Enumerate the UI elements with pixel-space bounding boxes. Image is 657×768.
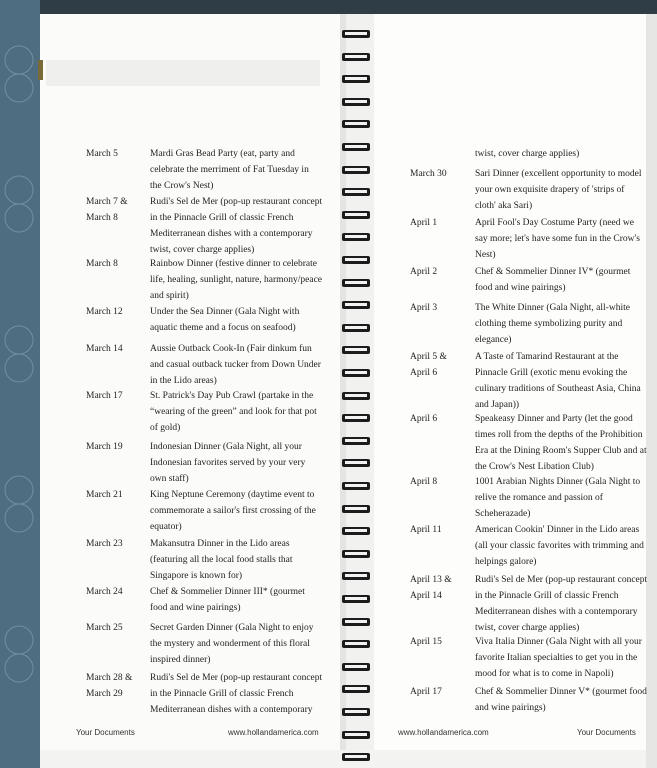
binding-ring <box>342 731 370 739</box>
entry-date: April 17 <box>410 687 442 697</box>
binding-ring <box>342 211 370 219</box>
entry-description-line: favorite Italian specialties to get you in the <box>475 653 638 663</box>
entry-description-line: twist, cover charge applies) <box>150 245 255 255</box>
entry-description-line: aquatic theme and a focus on seafood) <box>150 323 296 333</box>
binding-ring <box>342 233 370 241</box>
entry-description-line: Chef & Sommelier Dinner V* (gourmet food <box>475 687 647 697</box>
entry-date: March 19 <box>86 442 123 452</box>
binding-ring <box>342 708 370 716</box>
entry-description-line: (featuring all the local food stalls that <box>150 555 293 565</box>
entry-description-line: Indonesian Dinner (Gala Night, all your <box>150 442 302 452</box>
binding-ring <box>342 392 370 400</box>
binding-ring <box>342 414 370 422</box>
entry-description-line: Era at the Dining Room's Supper Club and at <box>475 446 647 456</box>
entry-description-line: Makansutra Dinner in the Lido areas <box>150 539 290 549</box>
entry-description-line: (all your classic favorites with trimming and <box>475 541 644 551</box>
entry-description-line: Mardi Gras Bead Party (eat, party and <box>150 149 295 159</box>
entry-date: April 3 <box>410 303 438 313</box>
entry-description-line: and casual outback tucker from Down Under <box>150 360 321 370</box>
entry-date: March 25 <box>86 623 123 633</box>
binding-ring <box>342 279 370 287</box>
footer-your-documents-right: Your Documents <box>577 728 636 737</box>
entry-description-line: the Crow's Nest Libation Club) <box>475 462 594 472</box>
entry-description-line: Rainbow Dinner (festive dinner to celebrate <box>150 259 317 269</box>
entry-date: April 13 & <box>410 575 452 585</box>
entry-description-line: Rudi's Sel de Mer (pop-up restaurant concept <box>150 673 323 683</box>
entry-description-line: A Taste of Tamarind Restaurant at the <box>475 352 619 362</box>
entry-description-line: say more; let's have some fun in the Crow's <box>475 234 640 244</box>
entry-description-line: American Cookin' Dinner in the Lido areas <box>475 525 640 535</box>
entry-description-line: celebrate the merriment of Fat Tuesday in <box>150 165 309 175</box>
binding-ring <box>342 369 370 377</box>
entry-description-line: Chef & Sommelier Dinner IV* (gourmet <box>475 267 631 277</box>
binding-ring <box>342 482 370 490</box>
entry-date: March 5 <box>86 149 118 159</box>
entry-date: April 14 <box>410 591 442 601</box>
entry-description-line: commemorate a sailor's first crossing of the <box>150 506 316 516</box>
binding-ring <box>342 572 370 580</box>
entry-description-line: and spirit) <box>150 291 189 301</box>
binding-ring <box>342 324 370 332</box>
entry-description-line: Indonesian favorites served by your very <box>150 458 306 468</box>
binding-ring <box>342 685 370 693</box>
binding-ring <box>342 346 370 354</box>
entry-description-line: equator) <box>150 522 182 532</box>
entry-description-line: Mediterranean dishes with a contemporary <box>150 705 313 715</box>
entry-description-line: Rudi's Sel de Mer (pop-up restaurant concept <box>150 197 323 207</box>
entry-description-line: and wine pairings) <box>475 703 546 713</box>
entry-description-line: inspired dinner) <box>150 655 211 665</box>
entry-description-line: life, healing, sunlight, nature, harmony/peace <box>150 275 322 285</box>
binding-ring <box>342 75 370 83</box>
entry-date: March 17 <box>86 391 123 401</box>
binding-ring <box>342 30 370 38</box>
entry-description-line: Mediterranean dishes with a contemporary <box>475 607 638 617</box>
binding-ring <box>342 98 370 106</box>
entry-date: March 23 <box>86 539 123 549</box>
entry-description-line: Singapore is known for) <box>150 571 243 581</box>
entry-description-line: Nest) <box>475 250 496 260</box>
entry-description-line: in the Pinnacle Grill of classic French <box>150 689 294 699</box>
entry-description-line: 1001 Arabian Nights Dinner (Gala Night to <box>475 477 641 487</box>
entry-description-line: relive the romance and passion of <box>475 493 603 503</box>
entry-description-line: Pinnacle Grill (exotic menu evoking the <box>475 368 628 378</box>
footer-your-documents-left: Your Documents <box>76 728 135 737</box>
binding-ring <box>342 753 370 761</box>
entry-date: March 24 <box>86 587 123 597</box>
binding-ring <box>342 459 370 467</box>
entry-description-line: twist, cover charge applies) <box>475 623 580 633</box>
entry-description-line: food and wine pairings) <box>150 603 241 613</box>
entry-date: April 8 <box>410 477 438 487</box>
entry-date: April 15 <box>410 637 442 647</box>
cover-pattern <box>2 40 36 740</box>
binding-ring <box>342 437 370 445</box>
binding-ring <box>342 166 370 174</box>
entry-description-line: culinary traditions of Southeast Asia, China <box>475 384 641 394</box>
entry-date: April 11 <box>410 525 442 535</box>
entry-date: April 2 <box>410 267 438 277</box>
entry-description-line: Speakeasy Dinner and Party (let the good <box>475 414 633 424</box>
entry-description-line: April Fool's Day Costume Party (need we <box>475 218 634 228</box>
binding-ring <box>342 640 370 648</box>
footer-website-left: www.hollandamerica.com <box>228 728 319 737</box>
entry-description-line: Mediterranean dishes with a contemporary <box>150 229 313 239</box>
entry-description-line: food and wine pairings) <box>475 283 566 293</box>
page-edge <box>646 14 657 768</box>
entry-description-line: cloth' aka Sari) <box>475 201 533 211</box>
entry-description-line: Chef & Sommelier Dinner III* (gourmet <box>150 587 305 597</box>
entry-description-line: the Crow's Nest) <box>150 181 214 191</box>
entry-date: April 6 <box>410 368 438 378</box>
entry-description-line: St. Patrick's Day Pub Crawl (partake in the <box>150 391 314 401</box>
binding-ring <box>342 53 370 61</box>
entry-description-line: in the Pinnacle Grill of classic French <box>150 213 294 223</box>
entry-description-line: “wearing of the green” and look for that pot <box>150 407 317 417</box>
faded-header-band <box>46 60 320 86</box>
entry-date: April 6 <box>410 414 438 424</box>
entry-description-line: times roll from the depths of the Prohibition <box>475 430 643 440</box>
entry-description-line: Rudi's Sel de Mer (pop-up restaurant concept <box>475 575 648 585</box>
binding-ring <box>342 188 370 196</box>
entry-description-line: Secret Garden Dinner (Gala Night to enjoy <box>150 623 314 633</box>
entry-description-line: the mystery and wonderment of this floral <box>150 639 310 649</box>
binding-ring <box>342 527 370 535</box>
entry-description-line: King Neptune Ceremony (daytime event to <box>150 490 315 500</box>
entry-date: March 7 & <box>86 197 128 207</box>
entry-description-line: your own exquisite drapery of 'strips of <box>475 185 625 195</box>
entry-date: April 5 & <box>410 352 447 362</box>
binding-ring <box>342 618 370 626</box>
entry-date: March 8 <box>86 213 118 223</box>
entry-date: March 14 <box>86 344 123 354</box>
entry-description-line: Aussie Outback Cook-In (Fair dinkum fun <box>150 344 312 354</box>
entry-description-line: twist, cover charge applies) <box>475 149 580 159</box>
entry-description-line: elegance) <box>475 335 512 345</box>
page-tab-marker <box>38 60 43 80</box>
entry-description-line: and Japan)) <box>475 400 520 410</box>
entry-date: March 12 <box>86 307 123 317</box>
binding-ring <box>342 550 370 558</box>
binding-ring <box>342 663 370 671</box>
entry-description-line: in the Pinnacle Grill of classic French <box>475 591 619 601</box>
binding-ring <box>342 301 370 309</box>
entry-description-line: The White Dinner (Gala Night, all-white <box>475 303 630 313</box>
binding-ring <box>342 143 370 151</box>
entry-date: March 21 <box>86 490 123 500</box>
entry-date: April 1 <box>410 218 438 228</box>
entry-description-line: helpings galore) <box>475 557 537 567</box>
binding-ring <box>342 256 370 264</box>
entry-description-line: clothing theme symbolizing purity and <box>475 319 623 329</box>
entry-description-line: own staff) <box>150 474 189 484</box>
entry-description-line: Under the Sea Dinner (Gala Night with <box>150 307 300 317</box>
entry-description-line: mood for what is to come in Napoli) <box>475 669 614 679</box>
entry-date: March 30 <box>410 169 447 179</box>
entry-date: March 28 & <box>86 673 133 683</box>
entry-description-line: Sari Dinner (excellent opportunity to model <box>475 169 642 179</box>
cover-top-edge <box>30 0 657 14</box>
entry-date: March 8 <box>86 259 118 269</box>
entry-description-line: of gold) <box>150 423 181 433</box>
binding-ring <box>342 505 370 513</box>
binding-ring <box>342 595 370 603</box>
entry-date: March 29 <box>86 689 123 699</box>
entry-description-line: in the Lido areas) <box>150 376 217 386</box>
binding-ring <box>342 120 370 128</box>
footer-website-right: www.hollandamerica.com <box>398 728 489 737</box>
entry-description-line: Viva Italia Dinner (Gala Night with all your <box>475 637 642 647</box>
entry-description-line: Scheherazade) <box>475 509 531 519</box>
